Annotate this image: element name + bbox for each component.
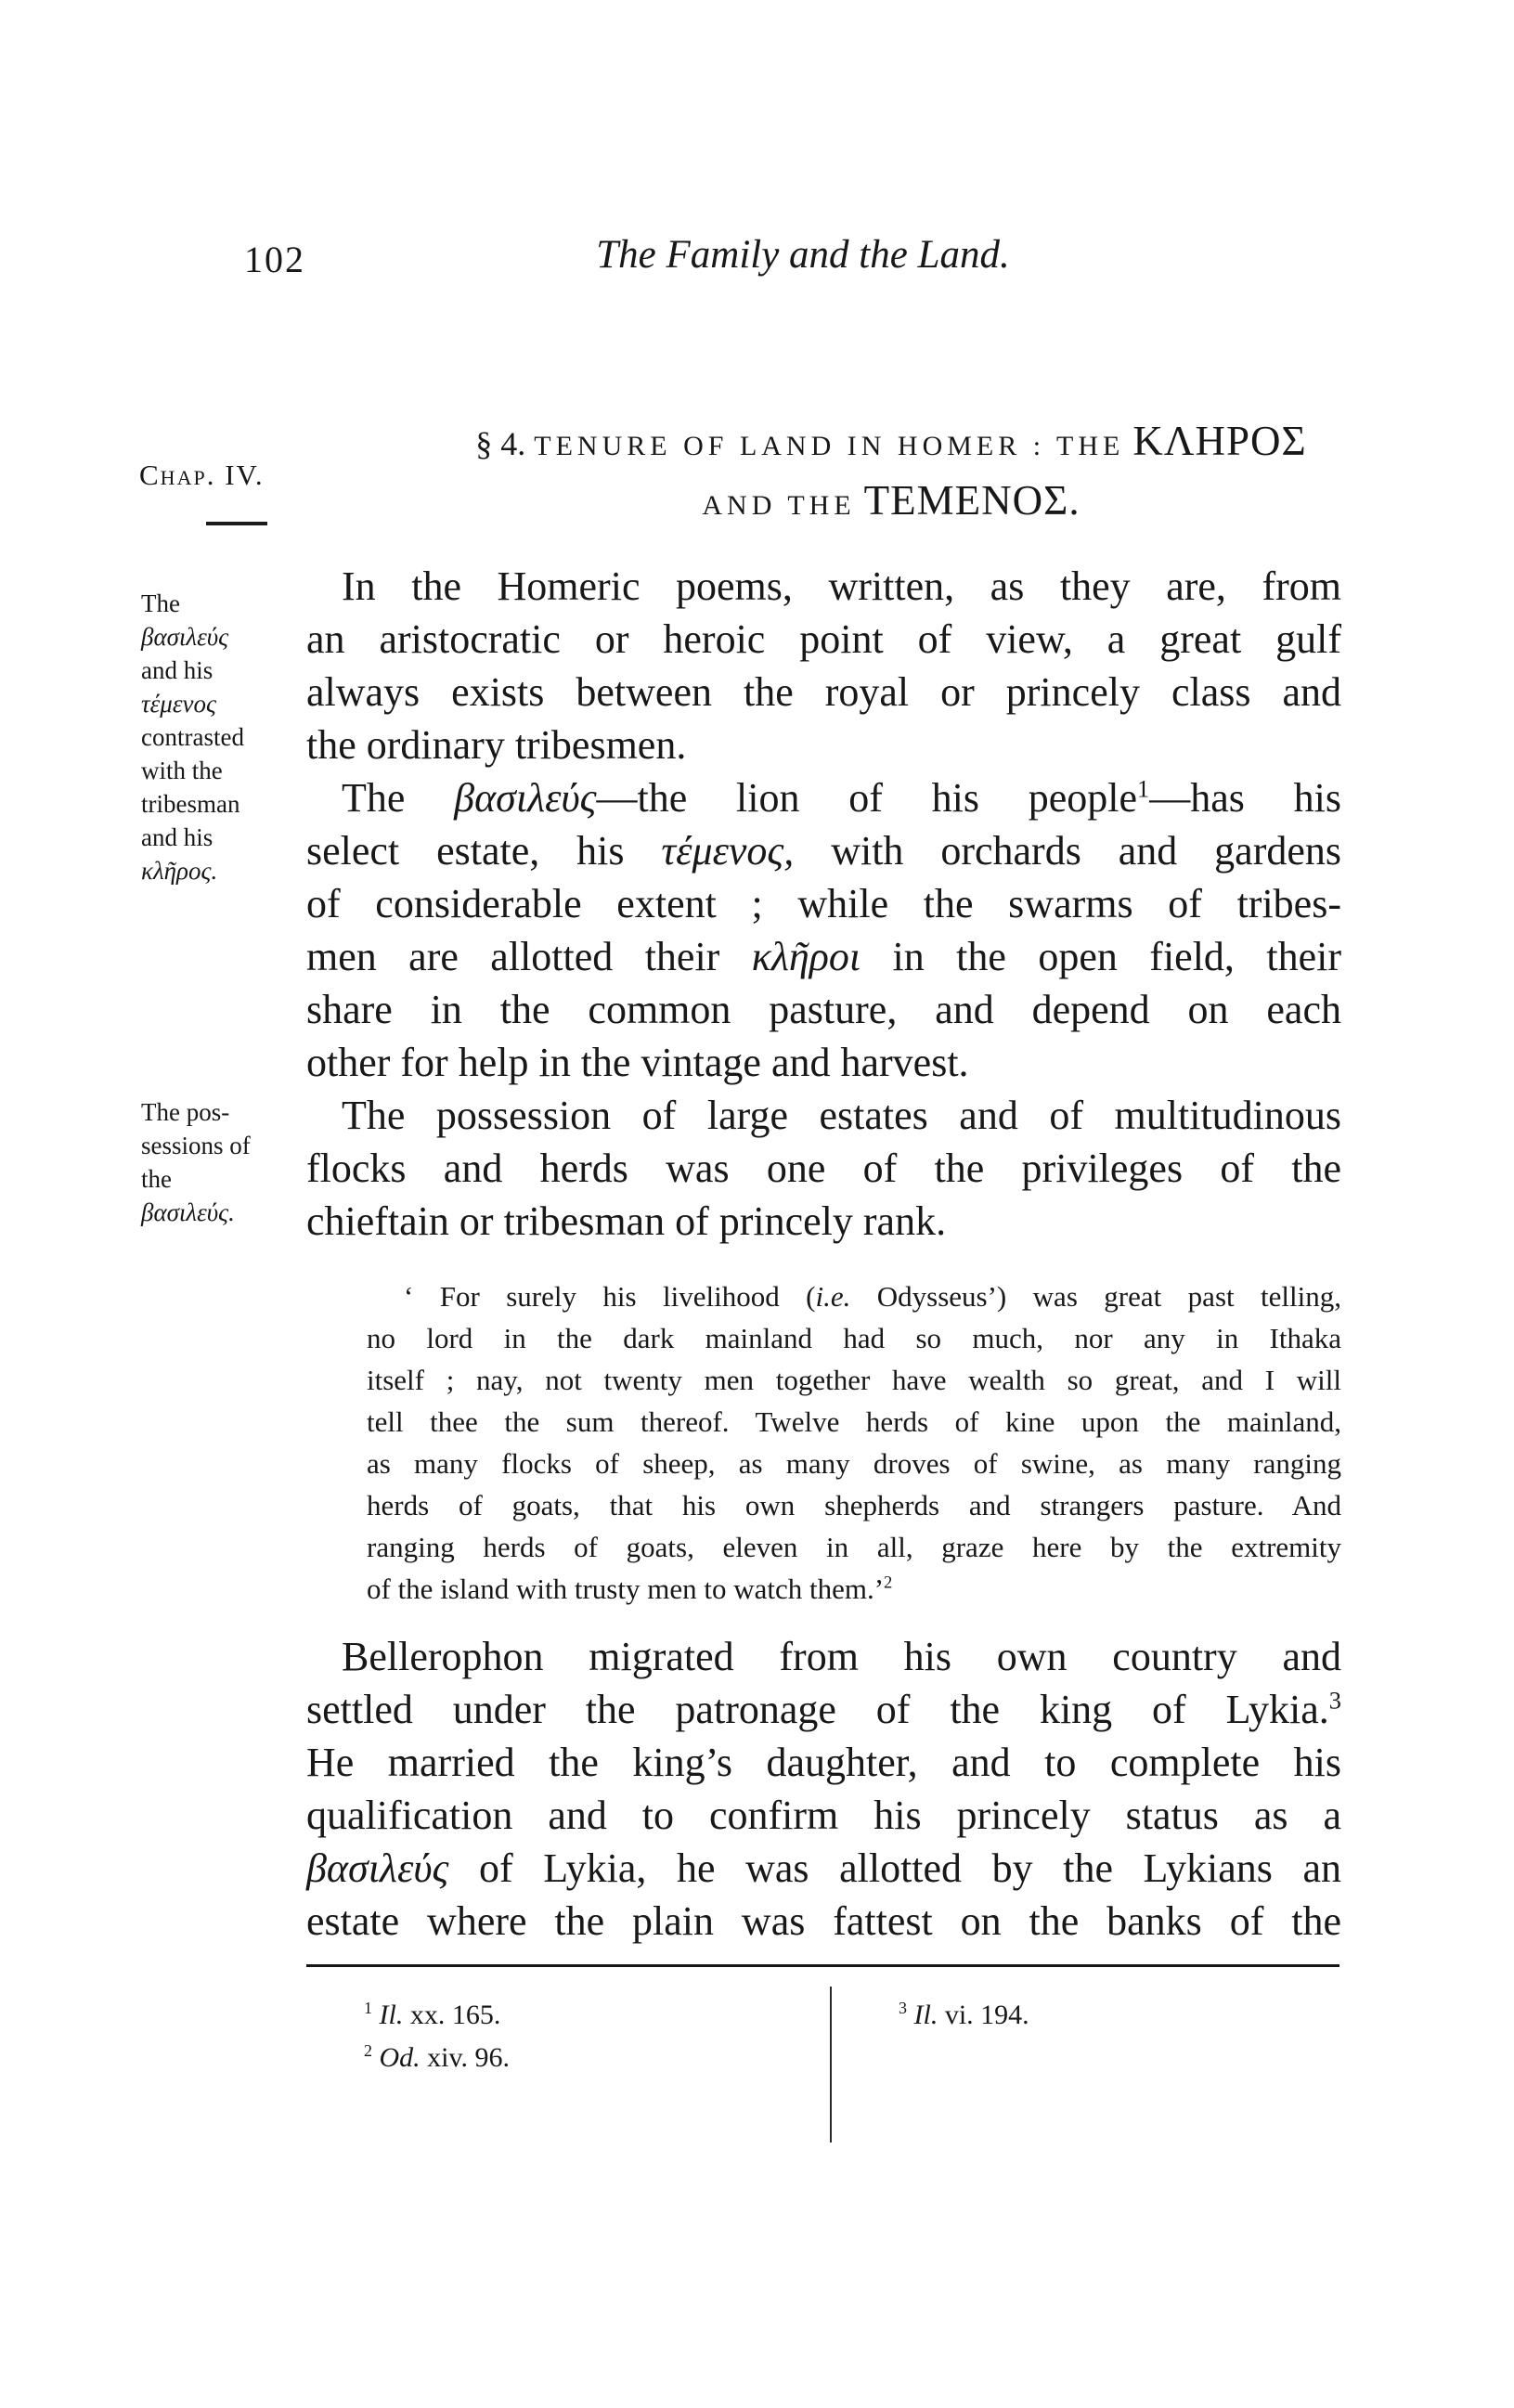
margin-note: [141, 1095, 306, 1229]
footnote: $^1$ Il. xx. 165.: [364, 1999, 501, 2030]
margin-note-line: and his: [141, 656, 214, 684]
text-line: an aristocratic or heroic point of view, a great gulf: [306, 616, 1341, 662]
block-quote: [367, 1275, 1341, 1610]
chapter-label: Chap. IV.: [139, 459, 265, 491]
text-line: qualification and to confirm his princely status as a: [306, 1793, 1341, 1838]
margin-note-line: the: [141, 1165, 172, 1193]
text-line: flocks and herds was one of the privileges of the: [306, 1146, 1341, 1191]
paragraph: [306, 1630, 1341, 1948]
text-line: The possession of large estates and of multitudinous: [342, 1093, 1341, 1138]
margin-note-line: and his: [141, 823, 214, 851]
chapter-rule-divider: [206, 522, 267, 525]
text-line: tell thee the sum thereof. Twelve herds of kine upon the mainland,: [367, 1405, 1341, 1438]
margin-note-line: βασιλεύς.: [141, 1198, 235, 1226]
footnotes-left: [364, 1994, 510, 2079]
running-title: The Family and the Land.: [596, 233, 1010, 277]
paragraph: [306, 560, 1341, 771]
text-line: ranging herds of goats, eleven in all, graze here by the extremity: [367, 1531, 1341, 1563]
footnote-column-divider: [830, 1987, 832, 2143]
text-line: of considerable extent ; while the swarms of tribes-: [306, 881, 1341, 926]
margin-note-line: contrasted: [141, 723, 244, 751]
text-line: The βασιλεύς—the lion of his people$^1$—has his: [342, 774, 1341, 821]
footnote-rule: [306, 1964, 1339, 1967]
margin-note-line: βασιλεύς: [141, 623, 229, 651]
text-line: itself ; nay, not twenty men together have wealth so great, and I will: [367, 1364, 1341, 1396]
text-line: He married the king’s daughter, and to complete his: [306, 1740, 1341, 1785]
text-line: Bellerophon migrated from his own country and: [342, 1634, 1341, 1679]
text-line: βασιλεύς of Lykia, he was allotted by the Lykians an: [306, 1845, 1341, 1891]
text-line: settled under the patronage of the king of Lykia.$^3$: [306, 1686, 1341, 1732]
margin-note-line: The pos-: [141, 1098, 230, 1126]
text-line: chieftain or tribesman of princely rank.: [306, 1198, 947, 1244]
text-line: share in the common pasture, and depend on each: [306, 987, 1341, 1032]
text-line: ‘ For surely his livelihood (i.e. Odysseus’) was great past telling,: [404, 1280, 1341, 1313]
text-line: select estate, his τέμενος, with orchards and gardens: [306, 828, 1341, 874]
section-heading: [427, 414, 1355, 533]
margin-note-line: The: [141, 589, 180, 617]
text-line: estate where the plain was fattest on the banks of the: [306, 1898, 1341, 1944]
margin-note-line: tribesman: [141, 790, 240, 818]
text-line: as many flocks of sheep, as many droves of swine, as many ranging: [367, 1447, 1341, 1480]
page-number: 102: [244, 239, 305, 280]
text-line: men are allotted their κλῆροι in the open field, their: [306, 934, 1341, 979]
footnote: $^2$ Od. xiv. 96.: [364, 2041, 511, 2073]
section-heading-line: AND THE ΤΕΜΕΝΟΣ.: [702, 477, 1081, 524]
margin-note-line: κλῆρος.: [141, 857, 218, 885]
body-text: [306, 560, 1341, 1948]
text-line: no lord in the dark mainland had so much, nor any in Ithaka: [367, 1322, 1341, 1354]
text-line: of the island with trusty men to watch them.’$^2$: [367, 1573, 893, 1605]
margin-note-line: with the: [141, 757, 223, 784]
text-line: herds of goats, that his own shepherds and strangers pasture. And: [367, 1489, 1341, 1521]
margin-note-line: sessions of: [141, 1132, 251, 1159]
footnote: $^3$ Il. vi. 194.: [899, 1999, 1029, 2030]
text-line: other for help in the vintage and harvest.: [306, 1040, 969, 1085]
text-line: always exists between the royal or princely class and: [306, 669, 1341, 715]
paragraph: [306, 1089, 1341, 1248]
margin-note-line: τέμενος: [141, 690, 216, 718]
text-line: the ordinary tribesmen.: [306, 722, 687, 768]
margin-note: [141, 587, 306, 887]
footnotes-right: [899, 1994, 1029, 2037]
section-heading-line: § 4. TENURE OF LAND IN HOMER : THE ΚΛΗΡΟΣ: [475, 418, 1307, 464]
text-line: In the Homeric poems, written, as they are, from: [342, 563, 1341, 609]
paragraph: [306, 771, 1341, 1089]
